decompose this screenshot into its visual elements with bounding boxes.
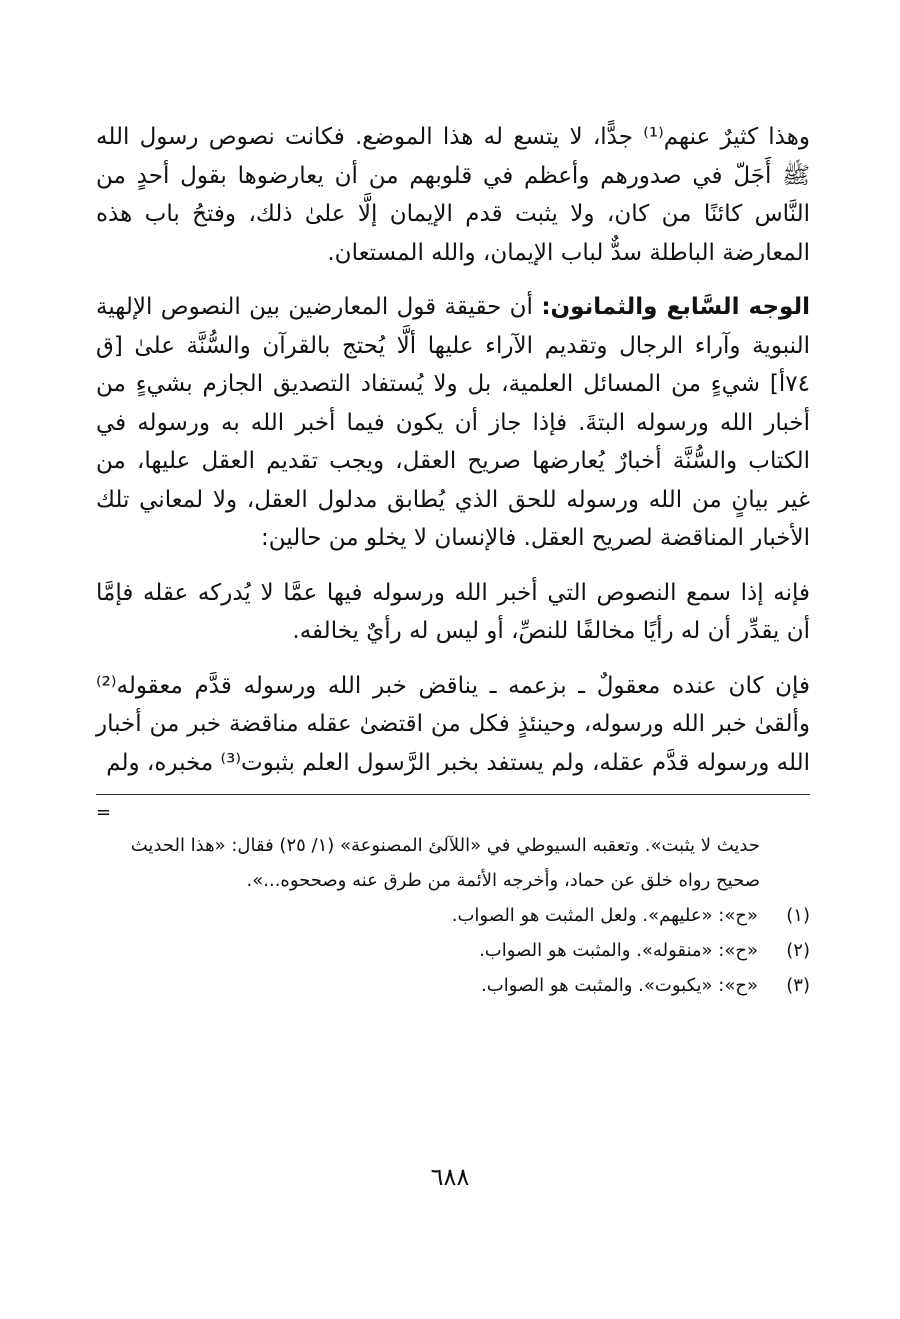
paragraph-1 xyxy=(96,118,810,272)
footnote-2-number: (٢) xyxy=(786,940,810,961)
paragraph-4-text: فإن كان عنده معقولٌ ـ بزعمه ـ يناقض خبر الله ورسوله قدَّم معقوله⁽²⁾ وألقىٰ خبر الله ورسوله، وحينئذٍ فكل من اقتضىٰ عقله مناقضة خبر من أخبار الله ورسوله قدَّم عقله، ولم يستفد بخبر الرَّسول العلم بثبوت⁽³⁾ مخبره، ولم xyxy=(96,672,810,776)
footnote-1 xyxy=(96,898,810,933)
footnote-3-number: (٣) xyxy=(786,975,810,996)
footnote-2 xyxy=(96,933,810,968)
page-content xyxy=(96,118,810,1003)
footnote-continuation: حديث لا يثبت». وتعقبه السيوطي في «اللآلئ المصنوعة» (١/ ٢٥) فقال: «هذا الحديث صحيح رواه خلق عن حماد، وأخرجه الأئمة من طرق عنه وصححوه...». xyxy=(130,835,760,891)
footnote-2-text: «ح»: «منقوله». والمثبت هو الصواب. xyxy=(479,940,758,961)
footnote-1-text: «ح»: «عليهم». ولعل المثبت هو الصواب. xyxy=(451,905,758,926)
paragraph-2-text: أن حقيقة قول المعارضين بين النصوص الإلهية النبوية وآراء الرجال وتقديم الآراء عليها ألَّا يُحتج بالقرآن والسُّنَّة علىٰ [ق ٧٤أ] شيءٍ من المسائل العلمية، بل ولا يُستفاد التصديق الجازم بشيءٍ من أخبار الله ورسوله البتةَ. فإذا جاز أن يكون فيما أخبر الله به ورسوله في الكتاب والسُّنَّة أخبارٌ يُعارضها صريح العقل، ويجب تقديم العقل عليها، من غير بيانٍ من الله ورسوله للحق الذي يُطابق مدلول العقل، ولا لمعاني تلك الأخبار المناقضة لصريح العقل. فالإنسان لا يخلو من حالين: xyxy=(96,294,810,551)
footnote-3 xyxy=(96,968,810,1003)
footnote-list xyxy=(96,898,810,1003)
paragraph-1-text: وهذا كثيرٌ عنهم⁽¹⁾ جدًّا، لا يتسع له هذا الموضع. فكانت نصوص رسول الله ﷺ أَجَلّ في صدورهم وأعظم في قلوبهم من أن يعارضوها بقول أحدٍ من النَّاس كائنًا من كان، ولا يثبت قدم الإيمان إلَّا علىٰ ذلك، وفتحُ باب هذه المعارضة الباطلة سدٌّ لباب الإيمان، والله المستعان. xyxy=(96,124,810,266)
footnote-1-number: (١) xyxy=(786,905,810,926)
paragraph-2 xyxy=(96,288,810,558)
footnotes xyxy=(96,828,810,1003)
continuation-marker: = xyxy=(96,802,112,823)
paragraph-2-lead: الوجه السَّابع والثمانون: xyxy=(541,294,810,320)
paragraph-4 xyxy=(96,667,810,783)
paragraph-3-text: فإنه إذا سمع النصوص التي أخبر الله ورسوله فيها عمَّا لا يُدركه عقله فإمَّا أن يقدِّر أن له رأيًا مخالفًا للنصِّ، أو ليس له رأيٌ يخالفه. xyxy=(96,579,810,644)
page-number: ٦٨٨ xyxy=(430,1163,470,1191)
paragraph-3 xyxy=(96,574,810,651)
footnote-3-text: «ح»: «يكبوت». والمثبت هو الصواب. xyxy=(481,975,758,996)
footnote-separator xyxy=(96,794,810,823)
footnote-rule xyxy=(96,794,810,795)
